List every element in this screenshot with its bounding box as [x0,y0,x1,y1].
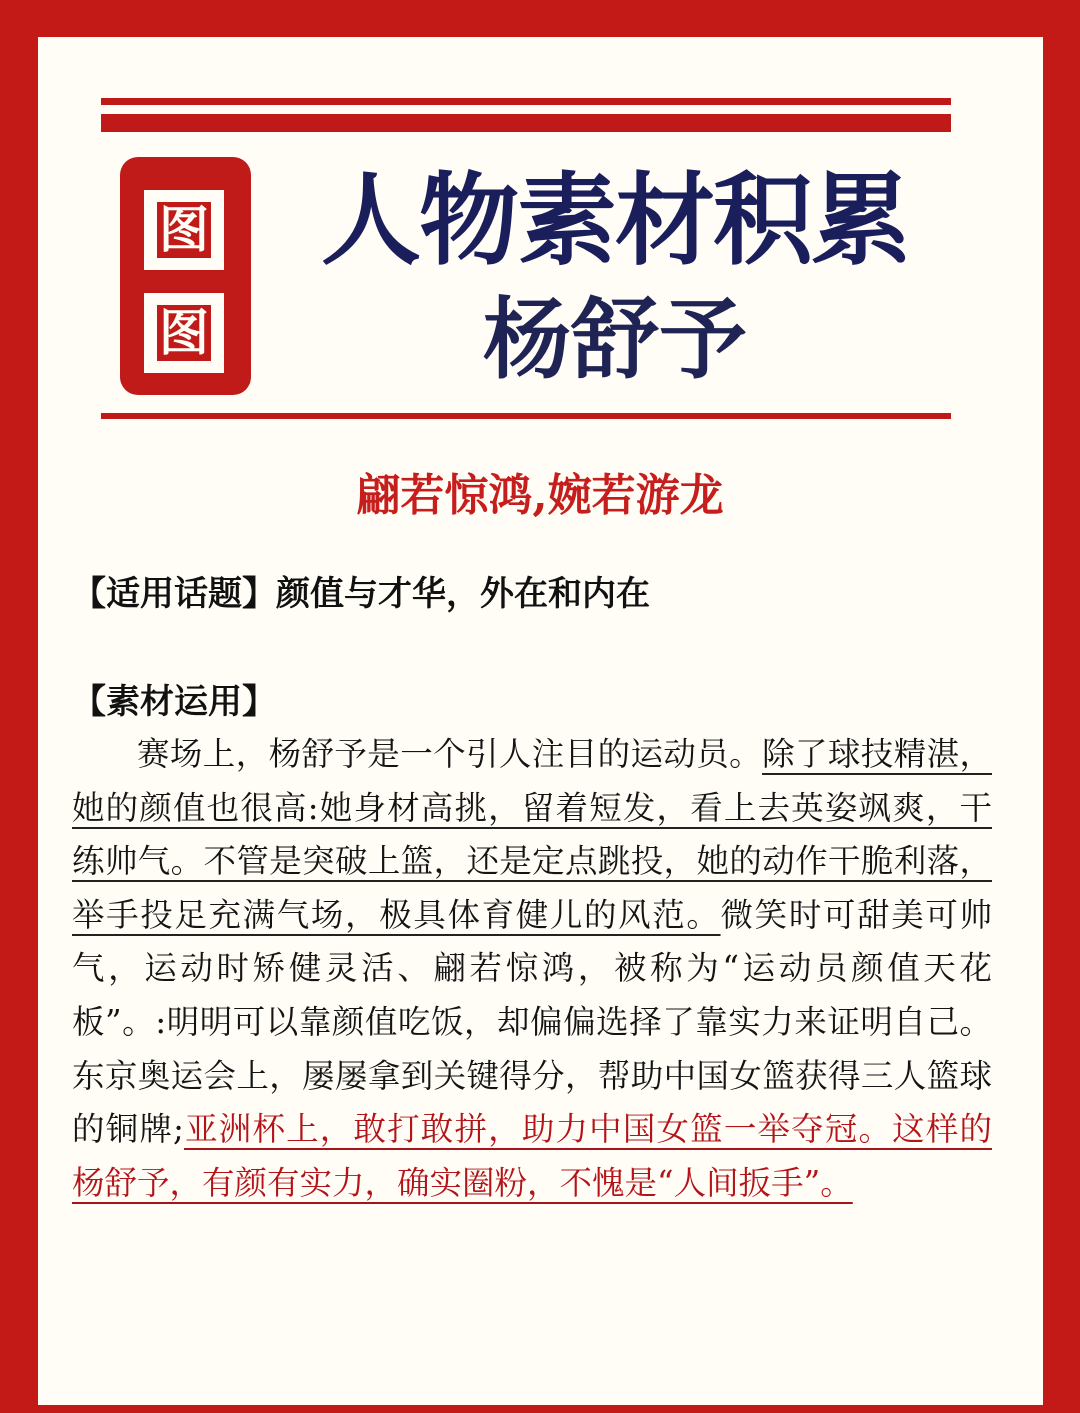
tu-badge [120,157,251,395]
badge-char-top: 图 [159,201,209,259]
badge-cell-top [144,190,224,270]
topic-value: 颜值与才华，外在和内在 [276,574,650,614]
topic-line [72,566,650,622]
header-rule-thick [101,114,951,132]
header-rule-bottom [101,413,951,419]
section-heading: 【素材运用】 [72,682,276,722]
person-name: 杨舒予 [482,288,747,391]
body-segment-underlined: 除了球技精湛，她的颜值也很高:她身材高挑，留着短发，看上去英姿飒爽，干练帅气。不管是突破上篮，还是定点跳投，她的动作干脆利落，举手投足充满气场，极具体育健儿的风范。 [72,735,992,934]
body-segment-plain: 微笑时可甜美可帅气，运动时矫健灵活、翩若惊鸿，被称为“运动员颜值天花板”。:明明可以靠颜值吃饭，却偏偏选择了靠实力来证明自己。东京奥运会上，屡屡拿到关键得分，帮助中国女篮获得三人篮球的铜牌; [72,895,992,1149]
motto-heading: 翩若惊鸿,婉若游龙 [356,470,724,521]
page-title: 人物素材积累 [321,162,909,279]
badge-char-bottom: 图 [159,304,209,362]
body-paragraph [72,728,992,1210]
body-segment-plain: 赛场上，杨舒予是一个引人注目的运动员。 [137,735,763,773]
header-rule-thin [101,98,951,105]
body-segment-highlight-red: 亚洲杯上，敢打敢拼，助力中国女篮一举夺冠。这样的杨舒予，有颜有实力，确实圈粉，不愧是“人间扳手”。 [72,1110,992,1202]
topic-label: 【适用话题】 [72,574,276,614]
badge-cell-bottom [144,293,224,373]
